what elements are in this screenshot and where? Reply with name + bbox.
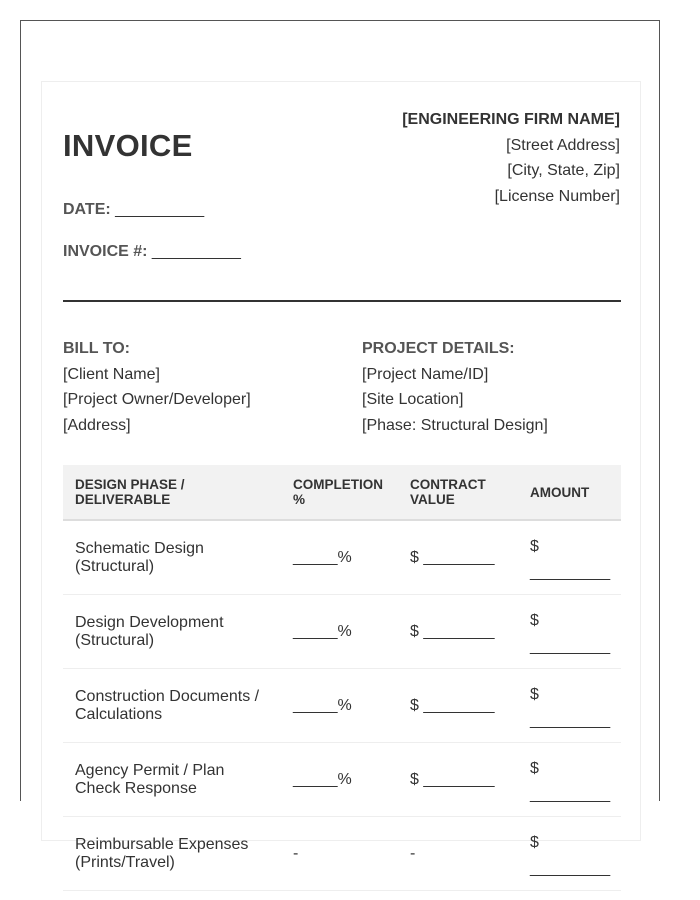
amount-cell xyxy=(518,743,621,817)
project-phase: [Phase: Structural Design] xyxy=(362,416,548,434)
amount-blank: _________ xyxy=(530,712,611,729)
amount-symbol: $ xyxy=(530,612,539,629)
bill-to-address: [Address] xyxy=(63,416,131,434)
header-completion: COMPLETION % xyxy=(281,465,398,520)
amount-cell xyxy=(518,595,621,669)
contract-value-cell: $ ________ xyxy=(398,743,518,817)
amount-symbol: $ xyxy=(530,760,539,777)
completion-cell: _____% xyxy=(281,669,398,743)
amount-cell xyxy=(518,817,621,891)
table-row xyxy=(63,595,621,669)
firm-name: [ENGINEERING FIRM NAME] xyxy=(402,111,620,128)
project-details-block xyxy=(362,336,548,438)
contract-value-cell: $ ________ xyxy=(398,669,518,743)
firm-license: [License Number] xyxy=(494,187,620,205)
amount-symbol: $ xyxy=(530,834,539,851)
amount-blank: _________ xyxy=(530,860,611,877)
line-items-table xyxy=(63,465,621,891)
amount-cell xyxy=(518,520,621,595)
phase-line-2: Calculations xyxy=(75,705,163,723)
project-site: [Site Location] xyxy=(362,391,464,408)
phase-line-1: Reimbursable Expenses xyxy=(75,835,249,853)
table-row xyxy=(63,743,621,817)
amount-blank: _________ xyxy=(530,638,611,655)
bill-to-heading: BILL TO: xyxy=(63,340,130,357)
firm-street: [Street Address] xyxy=(506,136,620,154)
project-details-heading: PROJECT DETAILS: xyxy=(362,340,515,357)
completion-cell: _____% xyxy=(281,743,398,817)
firm-city: [City, State, Zip] xyxy=(507,162,620,179)
date-field xyxy=(63,202,204,218)
bill-to-client: [Client Name] xyxy=(63,365,160,383)
header-contract-value: CONTRACT VALUE xyxy=(398,465,518,520)
bill-to-block xyxy=(63,336,251,438)
invoice-title: INVOICE xyxy=(63,128,193,163)
phase-line-2: (Structural) xyxy=(75,631,155,649)
completion-cell: _____% xyxy=(281,595,398,669)
phase-line-1: Schematic Design xyxy=(75,539,204,557)
table-row xyxy=(63,817,621,891)
phase-line-1: Agency Permit / Plan xyxy=(75,761,225,779)
contract-value-cell: $ ________ xyxy=(398,595,518,669)
phase-cell xyxy=(63,743,281,817)
phase-line-1: Construction Documents / xyxy=(75,687,260,705)
header-divider xyxy=(63,300,621,302)
amount-blank: _________ xyxy=(530,786,611,803)
amount-cell xyxy=(518,669,621,743)
invoice-page xyxy=(41,81,641,877)
amount-symbol: $ xyxy=(530,538,539,555)
bill-to-owner: [Project Owner/Developer] xyxy=(63,391,251,408)
table-row xyxy=(63,520,621,595)
phase-cell xyxy=(63,520,281,595)
invoice-number-label: INVOICE #: xyxy=(63,243,148,260)
phase-line-2: Check Response xyxy=(75,779,197,797)
table-header-row xyxy=(63,465,621,520)
contract-value-cell: $ ________ xyxy=(398,520,518,595)
completion-cell: - xyxy=(281,817,398,891)
phase-cell xyxy=(63,595,281,669)
project-name: [Project Name/ID] xyxy=(362,365,489,383)
contract-value-cell: - xyxy=(398,817,518,891)
phase-cell xyxy=(63,817,281,891)
date-blank: __________ xyxy=(115,201,205,218)
amount-symbol: $ xyxy=(530,686,539,703)
invoice-number-blank: __________ xyxy=(151,243,241,260)
table-row xyxy=(63,669,621,743)
invoice-number-field xyxy=(63,244,241,260)
header-phase: DESIGN PHASE / DELIVERABLE xyxy=(63,465,281,520)
phase-line-2: (Prints/Travel) xyxy=(75,853,175,871)
header-amount: AMOUNT xyxy=(518,465,621,520)
firm-block xyxy=(402,107,620,209)
date-label: DATE: xyxy=(63,201,111,218)
completion-cell: _____% xyxy=(281,520,398,595)
phase-cell xyxy=(63,669,281,743)
phase-line-2: (Structural) xyxy=(75,557,155,575)
phase-line-1: Design Development xyxy=(75,613,224,631)
amount-blank: _________ xyxy=(530,564,611,581)
document-frame xyxy=(20,20,660,877)
